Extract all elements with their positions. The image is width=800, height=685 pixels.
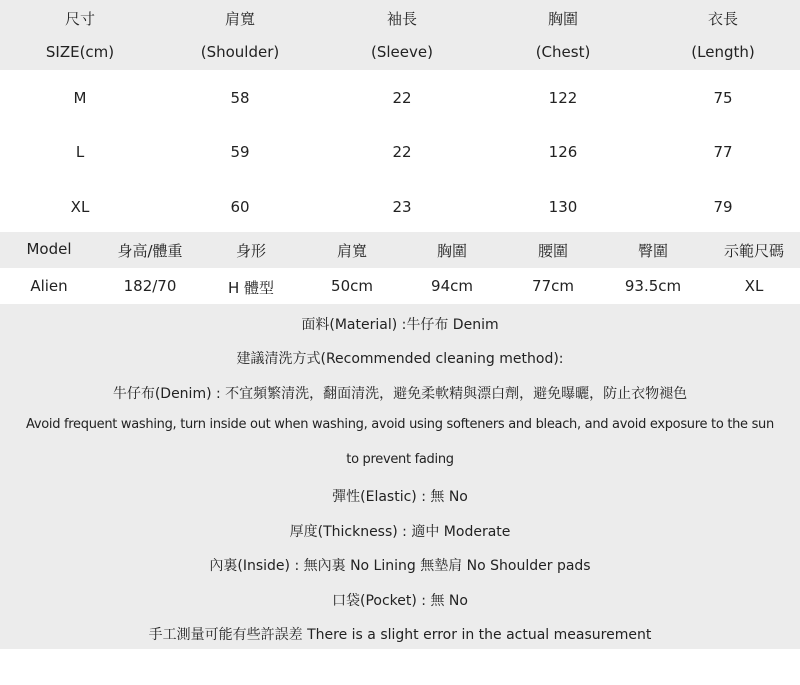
pocket-text: 口袋(Pocket) : 無 No (332, 593, 468, 609)
size-cell: M (73, 89, 87, 107)
shoulder-cell: 60 (230, 198, 250, 216)
sleeve-cell: 22 (392, 89, 412, 107)
size-table-header (0, 0, 800, 70)
header-height-weight: 身高/體重 (117, 242, 183, 260)
header-length-zh: 衣長 (707, 10, 739, 28)
material-text: 面料(Material) :牛仔布 Denim (301, 317, 499, 333)
cleaning-title: 建議清洗方式(Recommended cleaning method): (236, 351, 564, 367)
length-cell: 77 (713, 143, 733, 161)
header-waist: 腰圍 (537, 242, 569, 260)
header-sleeve-zh: 袖長 (386, 10, 418, 28)
cleaning-zh: 牛仔布(Denim) : 不宜頻繁清洗，翻面清洗，避免柔軟精與漂白劑，避免曝曬，防止衣物褪色 (112, 386, 688, 402)
thickness-text: 厚度(Thickness) : 適中 Moderate (289, 524, 511, 540)
model-shoulder: 50cm (331, 277, 373, 295)
header-chest: 胸圍 (436, 242, 468, 260)
size-table-body (0, 70, 800, 232)
size-cell: L (75, 143, 85, 161)
cleaning-en-line2: to prevent fading (346, 452, 454, 467)
model-hip: 93.5cm (624, 277, 682, 295)
header-length-en: (Length) (691, 43, 755, 61)
inside-text: 內裏(Inside) : 無內裏 No Lining 無墊肩 No Shoulder pads (209, 558, 591, 574)
model-waist: 77cm (532, 277, 574, 295)
header-size-en: SIZE(cm) (45, 43, 115, 61)
sleeve-cell: 22 (392, 143, 412, 161)
model-demo-size: XL (744, 277, 764, 295)
header-hip: 臀圍 (637, 242, 669, 260)
model-body-type: H 體型 (227, 279, 275, 297)
length-cell: 75 (713, 89, 733, 107)
length-cell: 79 (713, 198, 733, 216)
header-body-type: 身形 (235, 242, 267, 260)
table-row (0, 268, 800, 304)
header-shoulder: 肩寬 (336, 242, 368, 260)
header-chest-en: (Chest) (535, 43, 591, 61)
header-size-zh: 尺寸 (64, 10, 96, 28)
model-name: Alien (30, 277, 68, 295)
header-chest-zh: 胸圍 (547, 10, 579, 28)
cleaning-en-line1: Avoid frequent washing, turn inside out when washing, avoid using softeners and bleach, and avoid exposure to the sun (26, 417, 774, 432)
header-shoulder-en: (Shoulder) (200, 43, 280, 61)
shoulder-cell: 59 (230, 143, 250, 161)
header-model: Model (26, 240, 72, 258)
chest-cell: 126 (548, 143, 578, 161)
elastic-text: 彈性(Elastic) : 無 No (332, 489, 468, 505)
measurement-error-note: 手工測量可能有些許誤差 There is a slight error in the actual measurement (148, 627, 652, 643)
chest-cell: 130 (548, 198, 578, 216)
model-height-weight: 182/70 (123, 277, 177, 295)
header-sleeve-en: (Sleeve) (371, 43, 433, 61)
size-cell: XL (70, 198, 90, 216)
product-info (0, 304, 800, 649)
shoulder-cell: 58 (230, 89, 250, 107)
header-shoulder-zh: 肩寬 (224, 10, 256, 28)
header-demo-size: 示範尺碼 (723, 242, 785, 260)
chest-cell: 122 (548, 89, 578, 107)
model-chest: 94cm (431, 277, 473, 295)
model-table-header (0, 232, 800, 268)
sleeve-cell: 23 (392, 198, 412, 216)
